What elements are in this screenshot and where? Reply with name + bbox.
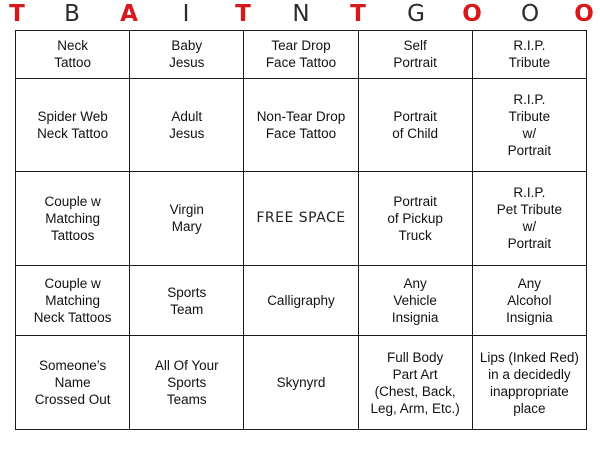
title-letter: N [292, 1, 310, 27]
title-letter: T [9, 1, 25, 27]
bingo-cell: R.I.P. Pet Tribute w/ Portrait [472, 172, 586, 266]
title-letter: O [520, 1, 540, 27]
bingo-grid [15, 30, 587, 430]
free-space-cell: FREE SPACE [244, 172, 358, 266]
title-letter: A [120, 1, 138, 27]
grid-row [16, 78, 587, 172]
bingo-cell: Portrait of Pickup Truck [358, 172, 472, 266]
title-letter: T [235, 1, 251, 27]
bingo-cell: Couple w Matching Tattoos [16, 172, 130, 266]
bingo-cell: Skynyrd [244, 336, 358, 430]
grid-row [16, 265, 587, 336]
grid-row [16, 31, 587, 79]
bingo-title [0, 0, 600, 30]
grid-row [16, 172, 587, 266]
bingo-cell: Tear Drop Face Tattoo [244, 31, 358, 79]
title-letter: G [407, 1, 425, 27]
bingo-cell: All Of Your Sports Teams [130, 336, 244, 430]
bingo-cell: Sports Team [130, 265, 244, 336]
bingo-cell: Full Body Part Art (Chest, Back, Leg, Arm, Etc.) [358, 336, 472, 430]
bingo-cell: Non-Tear Drop Face Tattoo [244, 78, 358, 172]
bingo-cell: Virgin Mary [130, 172, 244, 266]
bingo-cell: Self Portrait [358, 31, 472, 79]
title-letter: O [574, 1, 594, 27]
bingo-cell: R.I.P. Tribute [472, 31, 586, 79]
bingo-cell: Couple w Matching Neck Tattoos [16, 265, 130, 336]
bingo-cell: Baby Jesus [130, 31, 244, 79]
grid-row [16, 336, 587, 430]
title-letter: I [182, 1, 190, 27]
bingo-cell: Lips (Inked Red) in a decidedly inappropriate place [472, 336, 586, 430]
bingo-cell: Neck Tattoo [16, 31, 130, 79]
bingo-cell: Any Alcohol Insignia [472, 265, 586, 336]
title-letter: B [64, 1, 80, 27]
bingo-cell: Portrait of Child [358, 78, 472, 172]
bingo-cell: Adult Jesus [130, 78, 244, 172]
bingo-cell: Any Vehicle Insignia [358, 265, 472, 336]
bingo-cell: Spider Web Neck Tattoo [16, 78, 130, 172]
bingo-cell: Calligraphy [244, 265, 358, 336]
title-letter: T [350, 1, 366, 27]
bingo-cell: Someone’s Name Crossed Out [16, 336, 130, 430]
title-letter: O [462, 1, 482, 27]
bingo-cell: R.I.P. Tribute w/ Portrait [472, 78, 586, 172]
